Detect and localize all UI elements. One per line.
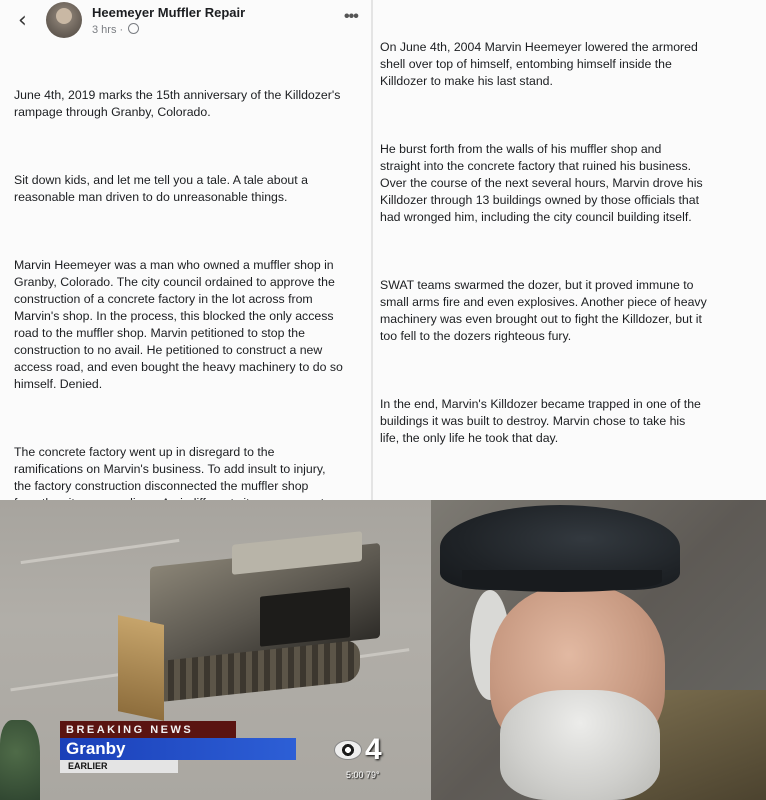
portrait-beard (500, 690, 660, 800)
post-paragraph: SWAT teams swarmed the dozer, but it proved immune to small arms fire and even explosives. Another piece of heavy machinery was even brought out to fight the Killdozer, but it too fell to the dozers righteous fury. (380, 278, 707, 343)
post-paragraph: He burst forth from the walls of his muffler shop and straight into the concrete factory that ruined his business. Over the course of the next several hours, Marvin drove his Killdozer through 13 buildings owned by those officials that had wronged him, including the city council building itself. (380, 142, 703, 224)
channel-number: 4 (365, 733, 382, 766)
post-paragraph: The concrete factory went up in disregard to the ramifications on Marvin's business. To add insult to injury, the factory construction disconnected the muffler shop (14, 445, 326, 493)
post-paragraph: June 4th, 2019 marks the 15th anniversary of the Killdozer's rampage through Granby, Colorado. (14, 88, 341, 119)
road-lane-marking (21, 539, 180, 564)
post-paragraph: On June 4th, 2004 Marvin Heemeyer lowered the armored shell over top of himself, entombing himself inside the Killdozer to make his last stand. (380, 40, 698, 88)
post-timestamp[interactable] (92, 23, 139, 36)
cbs-eye-icon (334, 740, 362, 760)
cbs4-logo (334, 733, 404, 766)
column-divider (371, 0, 373, 500)
post-time: 3 hrs · (92, 24, 124, 36)
more-options-button[interactable]: ••• (344, 8, 358, 25)
breaking-news-banner: BREAKING NEWS (60, 721, 236, 739)
avatar[interactable] (46, 2, 82, 38)
location-banner: Granby (60, 738, 296, 760)
globe-icon (128, 23, 139, 34)
page-name[interactable]: Heemeyer Muffler Repair (92, 5, 246, 20)
portrait-cap-brim (462, 570, 662, 592)
road-lane-marking (10, 672, 129, 692)
bulldozer-blade (118, 615, 164, 721)
chevron-left-icon[interactable]: ‹ (18, 8, 27, 33)
time-temperature: 5:00 79° (346, 770, 380, 780)
tree-foliage (0, 720, 40, 800)
post-paragraph: Marvin Heemeyer was a man who owned a muffler shop in Granby, Colorado. The city council ordained to approve the construction of a concrete factory in the lot across from Marvin's shop. In the process, this blocked the only access road to the muffler shop. Marvin petitioned to stop the construction to no avail. He petitioned to construct a new access road, and even bought the heavy machinery to do so himself. Denied. (14, 258, 343, 391)
post-paragraph: Sit down kids, and let me tell you a tale. A tale about a reasonable man driven to do unreasonable things. (14, 173, 308, 204)
bulldozer-armor-plate (260, 587, 350, 646)
post-paragraph: In the end, Marvin's Killdozer became trapped in one of the buildings it was built to destroy. Marvin chose to take his life, the only life he took that day. (380, 397, 701, 445)
earlier-tag: EARLIER (60, 760, 178, 773)
